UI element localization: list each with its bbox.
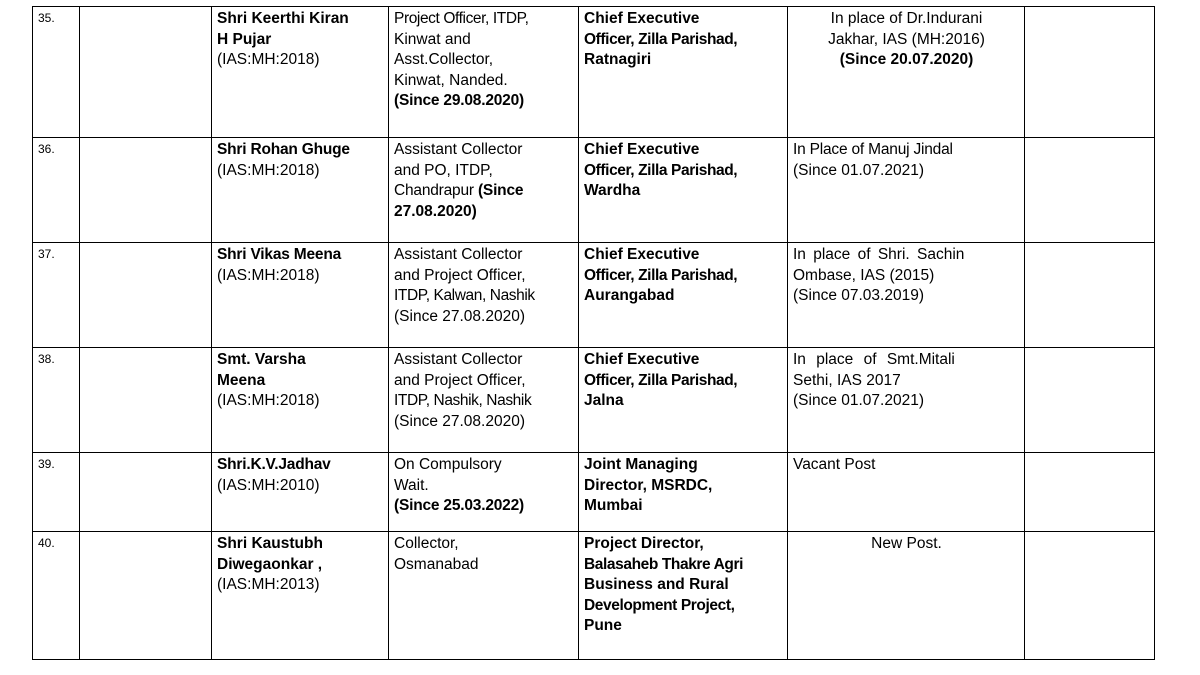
serial-number: 40.	[33, 532, 80, 660]
serial-number: 37.	[33, 243, 80, 348]
present-post: ITDP, Kalwan, Nashik	[394, 287, 535, 305]
present-post: Asst.Collector,	[394, 51, 494, 69]
remarks: Sethi, IAS 2017	[793, 371, 901, 389]
officer-name: Meena	[217, 371, 266, 389]
officer-name: Diwegaonkar ,	[217, 555, 323, 573]
serial-number: 36.	[33, 138, 80, 243]
table-row	[33, 138, 1155, 243]
posting-table	[32, 6, 1155, 660]
new-post: Officer, Zilla Parishad,	[584, 161, 738, 179]
present-post: Collector,	[394, 535, 459, 552]
blank-cell	[1025, 453, 1155, 532]
new-post-cell	[579, 453, 788, 532]
remarks: Vacant Post	[793, 456, 876, 473]
remarks-cell	[788, 138, 1025, 243]
new-post-cell	[579, 7, 788, 138]
present-post: Assistant Collector	[394, 351, 523, 368]
present-since: (Since 27.08.2020)	[394, 412, 525, 430]
new-post: Pune	[584, 617, 622, 635]
blank-cell	[1025, 243, 1155, 348]
table-row	[33, 7, 1155, 138]
new-post: Joint Managing	[584, 456, 698, 473]
officer-name-cell	[212, 532, 389, 660]
present-post: Assistant Collector	[394, 141, 523, 158]
remarks-cell	[788, 348, 1025, 453]
present-post: Assistant Collector	[394, 246, 523, 263]
blank-cell	[80, 243, 212, 348]
officer-name-cell	[212, 453, 389, 532]
new-post: Chief Executive	[584, 141, 700, 158]
new-post: Officer, Zilla Parishad,	[584, 30, 738, 48]
officer-name: Shri Keerthi Kiran	[217, 10, 349, 27]
officer-cadre: (IAS:MH:2013)	[217, 576, 320, 594]
present-post-cell	[389, 453, 579, 532]
new-post: Officer, Zilla Parishad,	[584, 371, 738, 389]
present-post-cell	[389, 348, 579, 453]
officer-name: Shri.K.V.Jadhav	[217, 456, 331, 473]
blank-cell	[80, 453, 212, 532]
remarks: New Post.	[871, 535, 942, 552]
new-post: Balasaheb Thakre Agri	[584, 555, 744, 573]
officer-name-cell	[212, 243, 389, 348]
present-post: Kinwat and	[394, 30, 471, 48]
new-post-cell	[579, 348, 788, 453]
blank-cell	[80, 138, 212, 243]
remarks: (Since 01.07.2021)	[793, 392, 924, 410]
table-row	[33, 243, 1155, 348]
present-post: and Project Officer,	[394, 371, 526, 389]
officer-name: Smt. Varsha	[217, 351, 306, 368]
table-row	[33, 348, 1155, 453]
blank-cell	[1025, 138, 1155, 243]
new-post: Jalna	[584, 392, 624, 410]
table-row	[33, 453, 1155, 532]
present-post: Project Officer, ITDP,	[394, 10, 529, 27]
new-post: Chief Executive	[584, 351, 700, 368]
blank-cell	[80, 532, 212, 660]
remarks: (Since 01.07.2021)	[793, 161, 924, 179]
officer-name: Shri Kaustubh	[217, 535, 323, 552]
remarks: Jakhar, IAS (MH:2016)	[828, 30, 985, 48]
present-post: On Compulsory	[394, 456, 502, 473]
serial-number: 35.	[33, 7, 80, 138]
new-post: Aurangabad	[584, 287, 675, 305]
new-post-cell	[579, 243, 788, 348]
officer-name-cell	[212, 348, 389, 453]
new-post: Wardha	[584, 182, 641, 200]
blank-cell	[1025, 532, 1155, 660]
remarks-cell	[788, 532, 1025, 660]
officer-name-cell	[212, 138, 389, 243]
present-post-cell	[389, 243, 579, 348]
officer-cadre: (IAS:MH:2018)	[217, 161, 320, 179]
present-since: 27.08.2020)	[394, 202, 477, 220]
officer-cadre: (IAS:MH:2018)	[217, 266, 320, 284]
officer-name: H Pujar	[217, 30, 272, 48]
remarks-cell	[788, 7, 1025, 138]
remarks-cell	[788, 243, 1025, 348]
present-since: (Since 27.08.2020)	[394, 307, 525, 325]
present-post-line	[394, 181, 574, 202]
present-since: (Since	[477, 182, 524, 200]
present-post: Osmanabad	[394, 555, 479, 573]
new-post: Director, MSRDC,	[584, 476, 713, 494]
present-post: and PO, ITDP,	[394, 161, 493, 179]
officer-cadre: (IAS:MH:2018)	[217, 392, 320, 410]
remarks: In Place of Manuj Jindal	[793, 141, 953, 158]
serial-number: 39.	[33, 453, 80, 532]
officer-cadre: (IAS:MH:2018)	[217, 51, 320, 69]
blank-cell	[80, 348, 212, 453]
present-post-cell	[389, 7, 579, 138]
new-post: Ratnagiri	[584, 51, 652, 69]
new-post: Chief Executive	[584, 246, 700, 263]
blank-cell	[1025, 348, 1155, 453]
serial-number: 38.	[33, 348, 80, 453]
remarks: In place of Smt.Mitali	[793, 351, 955, 368]
new-post: Officer, Zilla Parishad,	[584, 266, 738, 284]
officer-name: Shri Rohan Ghuge	[217, 141, 350, 158]
table-row	[33, 532, 1155, 660]
new-post: Chief Executive	[584, 10, 700, 27]
new-post: Business and Rural	[584, 576, 729, 594]
new-post: Project Director,	[584, 535, 704, 552]
blank-cell	[1025, 7, 1155, 138]
blank-cell	[80, 7, 212, 138]
present-post: Wait.	[394, 476, 429, 494]
new-post-cell	[579, 138, 788, 243]
present-post: Kinwat, Nanded.	[394, 71, 508, 89]
present-post: and Project Officer,	[394, 266, 526, 284]
remarks-since: (Since 20.07.2020)	[839, 51, 974, 69]
remarks-cell	[788, 453, 1025, 532]
present-post: ITDP, Nashik, Nashik	[394, 392, 532, 410]
present-post-cell	[389, 138, 579, 243]
new-post: Development Project,	[584, 596, 735, 614]
officer-name-cell	[212, 7, 389, 138]
present-since: (Since 29.08.2020)	[394, 92, 524, 110]
present-since: (Since 25.03.2022)	[394, 497, 524, 515]
remarks: In place of Shri. Sachin	[793, 246, 965, 263]
remarks: (Since 07.03.2019)	[793, 287, 924, 305]
officer-name: Shri Vikas Meena	[217, 246, 342, 263]
remarks: Ombase, IAS (2015)	[793, 266, 935, 284]
officer-cadre: (IAS:MH:2010)	[217, 476, 320, 494]
new-post-cell	[579, 532, 788, 660]
remarks: In place of Dr.Indurani	[830, 10, 983, 27]
present-post: Chandrapur	[394, 182, 478, 200]
present-post-cell	[389, 532, 579, 660]
new-post: Mumbai	[584, 497, 643, 515]
